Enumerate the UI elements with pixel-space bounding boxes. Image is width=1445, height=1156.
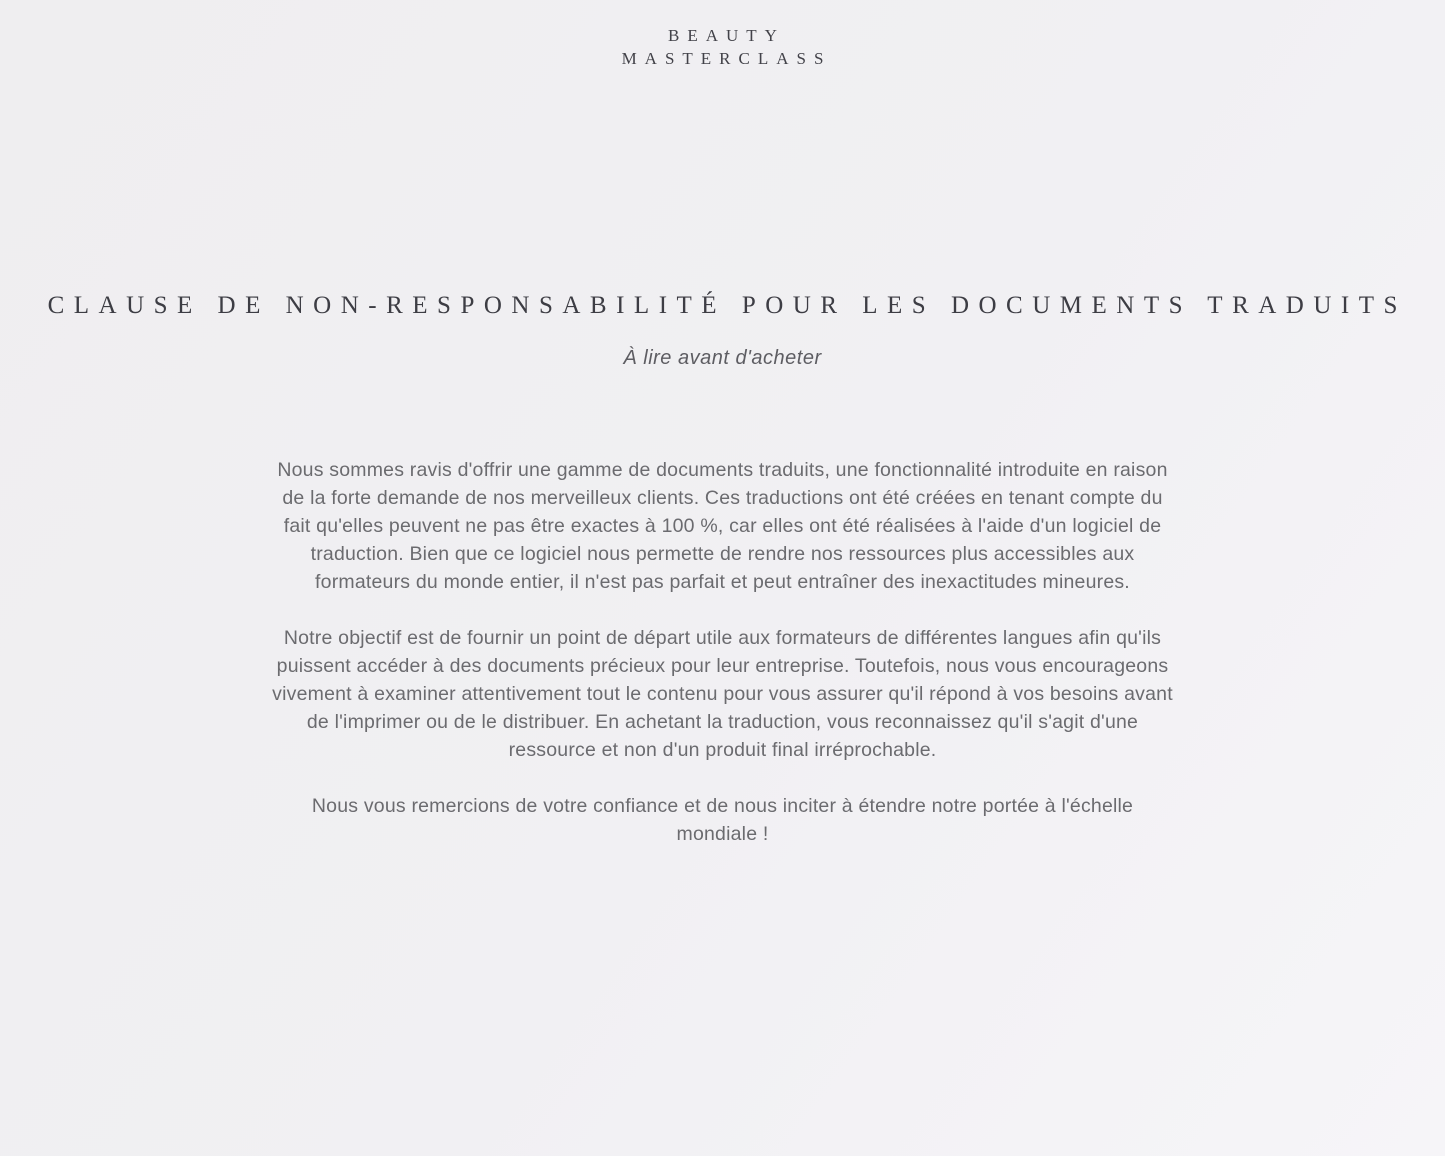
brand-line-1: BEAUTY bbox=[668, 26, 785, 45]
paragraph-intro: Nous sommes ravis d'offrir une gamme de documents traduits, une fonctionnalité introduite en raison de la forte demande de nos merveilleux clients. Ces traductions ont été créées en tenant compte du fait qu'elles peuvent ne pas être exactes à 100 %, car elles ont été réalisées à l'aide d'un logiciel de traduction. Bien que ce logiciel nous permette de rendre nos ressources plus accessibles aux formateurs du monde entier, il n'est pas parfait et peut entraîner des inexactitudes mineures. bbox=[277, 459, 1168, 593]
brand-logo bbox=[0, 0, 1445, 70]
paragraph-objective: Notre objectif est de fournir un point de départ utile aux formateurs de différentes langues afin qu'ils puissent accéder à des documents précieux pour leur entreprise. Toutefois, nous vous encourageons vivement à examiner attentivement tout le contenu pour vous assurer qu'il répond à vos besoins avant de l'imprimer ou de le distribuer. En achetant la traduction, vous reconnaissez qu'il s'agit d'une ressource et non d'un produit final irréprochable. bbox=[272, 627, 1173, 761]
document-body bbox=[270, 456, 1176, 848]
brand-line-2: MASTERCLASS bbox=[621, 49, 832, 68]
document-subtitle: À lire avant d'acheter bbox=[623, 347, 822, 369]
document-title: CLAUSE DE NON-RESPONSABILITÉ POUR LES DOCUMENTS TRADUITS bbox=[47, 292, 1407, 319]
paragraph-thanks: Nous vous remercions de votre confiance et de nous inciter à étendre notre portée à l'échelle mondiale ! bbox=[311, 795, 1134, 845]
